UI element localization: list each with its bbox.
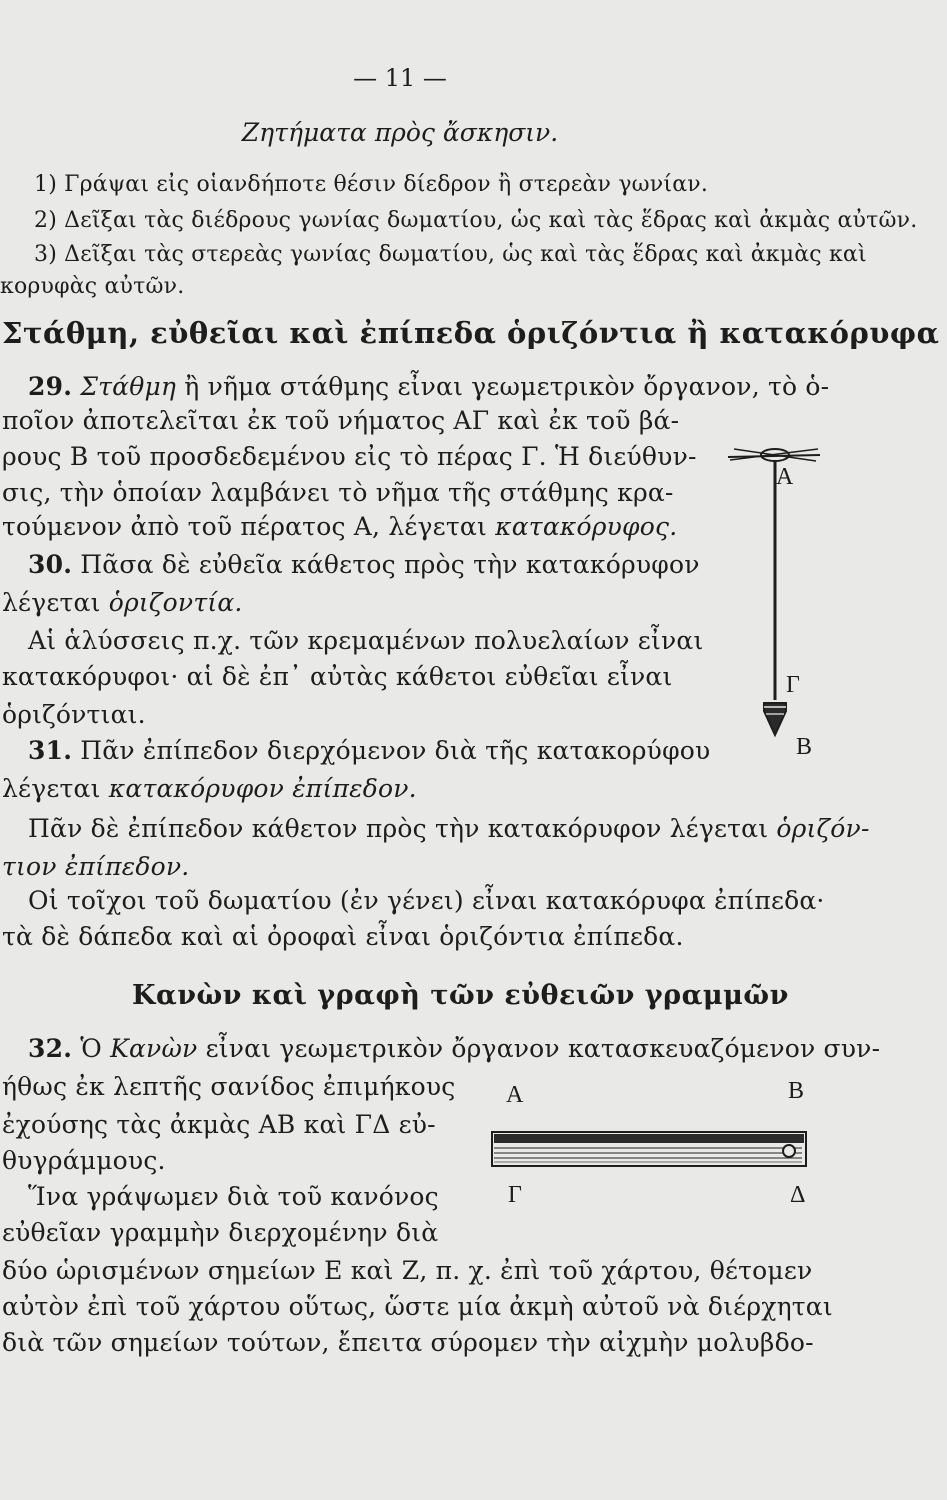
paragraph-32-line: διὰ τῶν σημείων τούτων, ἔπειτα σύρομεν τὴν αἰχμὴν μολυβδο-	[2, 1328, 814, 1357]
exercise-item: 3) Δεῖξαι τὰς στερεὰς γωνίας δωματίου, ὡς καὶ τὰς ἕδρας καὶ ἀκμὰς καὶ	[34, 242, 867, 267]
exercises-title: Ζητήματα πρὸς ἄσκησιν.	[241, 118, 559, 147]
paragraph-31-line: τιον ἐπίπεδον.	[2, 852, 190, 881]
text: Πᾶν ἐπίπεδον διερχόμενον διὰ τῆς κατακορύφου	[80, 736, 711, 765]
exercise-item: 1) Γράψαι εἰς οἱανδήποτε θέσιν δίεδρον ἢ στερεὰν γωνίαν.	[34, 172, 709, 197]
section-heading-plumb: Στάθμη, εὐθεῖαι καὶ ἐπίπεδα ὁριζόντια ἢ κατακόρυφα	[2, 316, 940, 350]
text: τούμενον ἀπὸ τοῦ πέρατος Α, λέγεται	[2, 512, 487, 541]
paragraph-30-line	[28, 550, 700, 580]
paragraph-32-line	[28, 1034, 880, 1064]
paragraph-29-line: ρους Β τοῦ προσδεδεμένου εἰς τὸ πέρας Γ. Ἡ διεύθυν-	[2, 442, 697, 471]
exercise-item: 2) Δεῖξαι τὰς διέδρους γωνίας δωματίου, ὡς καὶ τὰς ἕδρας καὶ ἀκμὰς αὐτῶν.	[34, 208, 918, 233]
text: ἢ νῆμα στάθμης εἶναι γεωμετρικὸν ὄργανον, τὸ ὁ-	[184, 372, 830, 401]
paragraph-29-line: σις, τὴν ὁποίαν λαμβάνει τὸ νῆμα τῆς στάθμης κρα-	[2, 478, 674, 507]
paragraph-29-line: ποῖον ἀποτελεῖται ἐκ τοῦ νήματος ΑΓ καὶ ἐκ τοῦ βά-	[2, 406, 680, 435]
paragraph-31-line	[28, 814, 870, 844]
paragraph-32-line: εὐθεῖαν γραμμὴν διερχομένην διὰ	[2, 1218, 439, 1247]
plumb-bob	[764, 703, 786, 735]
paragraph-32-line: ἐχούσης τὰς ἀκμὰς ΑΒ καὶ ΓΔ εὐ-	[2, 1110, 436, 1139]
ruler-label-a: Α	[506, 1082, 524, 1108]
ruler-label-delta: Δ	[790, 1182, 806, 1208]
text: Ὁ	[80, 1034, 102, 1063]
ruler-label-b: Β	[788, 1078, 805, 1104]
ruler-label-gamma: Γ	[508, 1182, 522, 1208]
paragraph-31-line: Οἱ τοῖχοι τοῦ δωματίου (ἐν γένει) εἶναι κατακόρυφα ἐπίπεδα·	[28, 886, 825, 915]
plumb-label-gamma: Γ	[786, 672, 800, 698]
text: Πᾶν δὲ ἐπίπεδον κάθετον πρὸς τὴν κατακόρυφον λέγεται	[28, 814, 769, 843]
paragraph-number: 29.	[28, 372, 73, 401]
paragraph-number: 31.	[28, 736, 73, 765]
exercise-item: κορυφὰς αὐτῶν.	[0, 274, 185, 299]
term-horizontal: ὁριζόν-	[776, 814, 870, 843]
text: λέγεται	[2, 774, 101, 803]
paragraph-number: 32.	[28, 1034, 73, 1063]
paragraph-32-line: ήθως ἐκ λεπτῆς σανίδος ἐπιμήκους	[2, 1072, 456, 1101]
paragraph-29-line	[28, 372, 829, 402]
text: εἶναι γεωμετρικὸν ὄργανον κατασκευαζόμενον συν-	[205, 1034, 881, 1063]
ruler-hole-icon	[783, 1145, 795, 1157]
paragraph-32-line: δύο ὡρισμένων σημείων Ε καὶ Ζ, π. χ. ἐπὶ τοῦ χάρτου, θέτομεν	[2, 1256, 813, 1285]
paragraph-32-line: θυγράμμους.	[2, 1146, 166, 1175]
paragraph-32-line: Ἵνα γράψωμεν διὰ τοῦ κανόνος	[28, 1182, 439, 1211]
paragraph-31-line	[28, 736, 710, 766]
knot-icon	[728, 449, 820, 461]
text: Πᾶσα δὲ εὐθεῖα κάθετος πρὸς τὴν κατακόρυφον	[80, 550, 700, 579]
term-kanon: Κανὼν	[110, 1034, 198, 1063]
paragraph-30-line: Αἱ ἁλύσσεις π.χ. τῶν κρεμαμένων πολυελαίων εἶναι	[28, 626, 704, 655]
paragraph-32-line: αὐτὸν ἐπὶ τοῦ χάρτου οὕτως, ὥστε μία ἀκμὴ αὐτοῦ νὰ διέρχηται	[2, 1292, 833, 1321]
plumb-label-b: Β	[796, 734, 813, 760]
paragraph-30-line: ὁριζόντιαι.	[2, 700, 146, 729]
paragraph-30-line	[2, 588, 243, 618]
term-stathmi: Στάθμη	[80, 372, 177, 401]
paragraph-31-line: τὰ δὲ δάπεδα καὶ αἱ ὀροφαὶ εἶναι ὁριζόντια ἐπίπεδα.	[2, 922, 684, 951]
paragraph-number: 30.	[28, 550, 73, 579]
text: λέγεται	[2, 588, 101, 617]
term-katakoryfos: κατακόρυφος.	[495, 512, 678, 541]
paragraph-30-line: κατακόρυφοι· αἱ δὲ ἐπ᾽ αὐτὰς κάθετοι εὐθεῖαι εἶναι	[2, 662, 673, 691]
page-number: — 11 —	[353, 64, 447, 92]
section-heading-ruler: Κανὼν καὶ γραφὴ τῶν εὐθειῶν γραμμῶν	[132, 980, 789, 1011]
paragraph-31-line	[2, 774, 417, 804]
term-vertical-plane: κατακόρυφον ἐπίπεδον.	[108, 774, 417, 803]
term-orizontia: ὁριζοντία.	[108, 588, 243, 617]
paragraph-29-line	[2, 512, 677, 542]
plumb-label-a: Α	[776, 464, 794, 490]
ruler-figure	[490, 1124, 810, 1176]
